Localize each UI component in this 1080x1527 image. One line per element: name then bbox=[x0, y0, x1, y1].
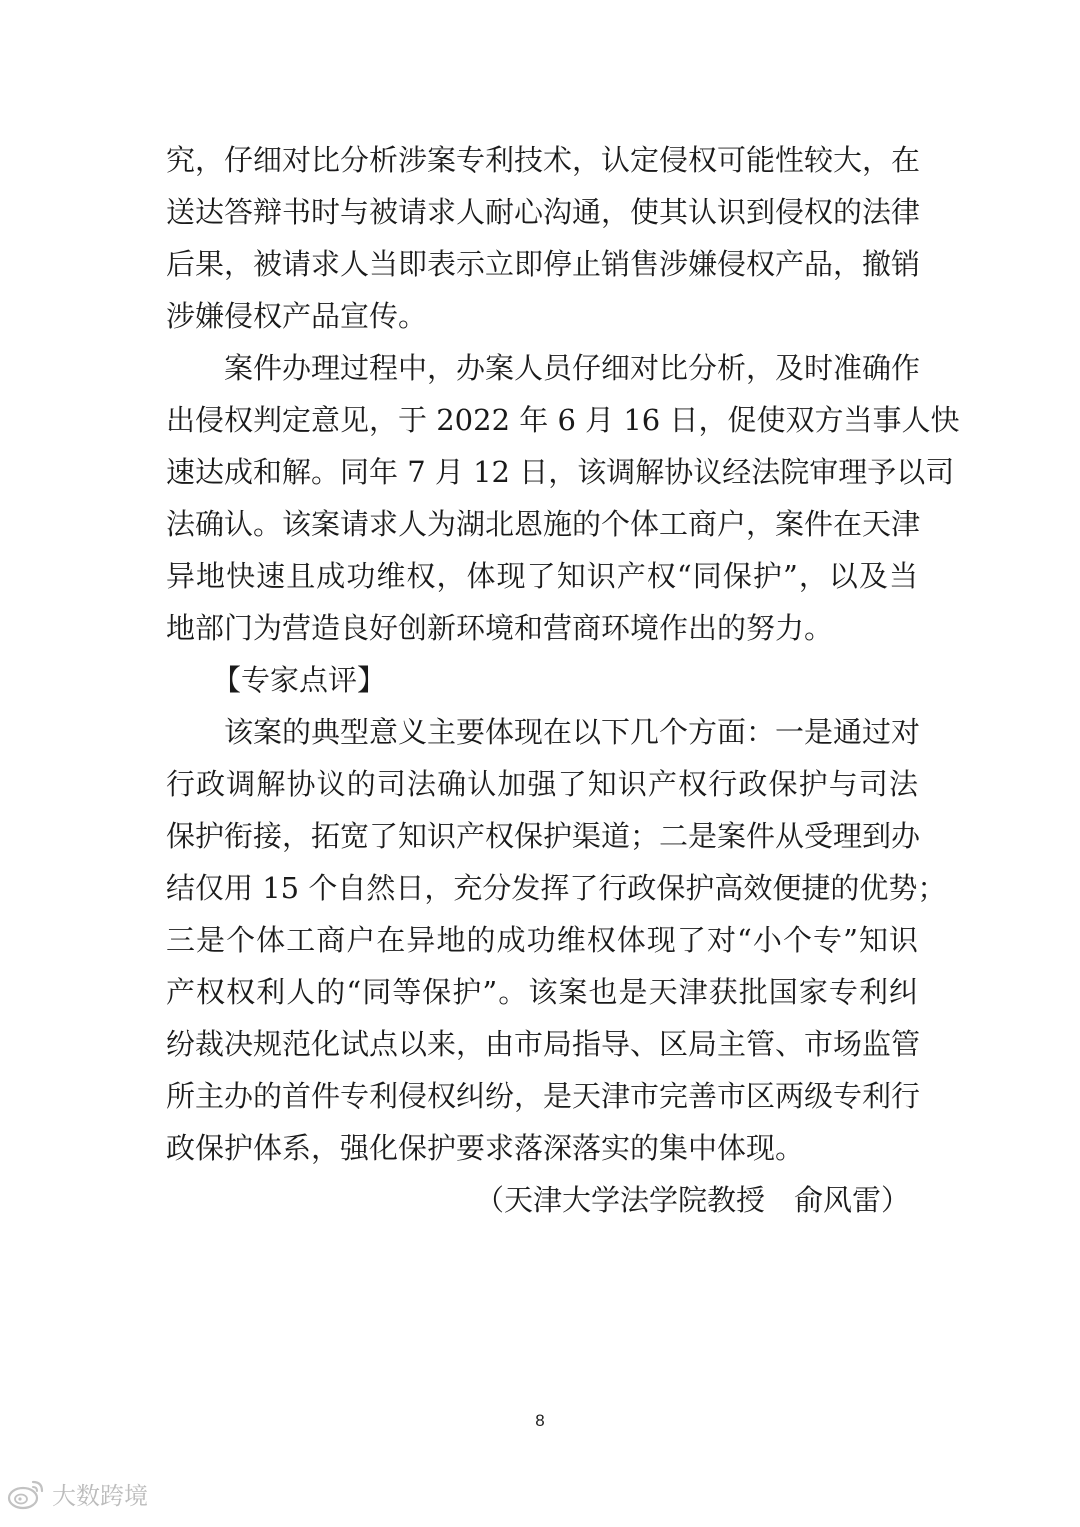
text-line: 出侵权判定意见，于 2022 年 6 月 16 日，促使双方当事人快 bbox=[166, 403, 960, 437]
text-line: 后果，被请求人当即表示立即停止销售涉嫌侵权产品，撤销 bbox=[166, 247, 921, 281]
text-line: 涉嫌侵权产品宣传。 bbox=[166, 299, 428, 333]
text-line: 异地快速且成功维权，体现了知识产权“同保护”，以及当 bbox=[166, 559, 918, 593]
section-heading: 【专家点评】 bbox=[212, 663, 387, 697]
text-line: 行政调解协议的司法确认加强了知识产权行政保护与司法 bbox=[166, 767, 918, 801]
text-line: 究，仔细对比分析涉案专利技术，认定侵权可能性较大，在 bbox=[166, 143, 921, 177]
text-line: 所主办的首件专利侵权纠纷，是天津市完善市区两级专利行 bbox=[166, 1079, 921, 1113]
text-line: 结仅用 15 个自然日，充分发挥了行政保护高效便捷的优势； bbox=[166, 871, 947, 905]
text-line: 该案的典型意义主要体现在以下几个方面：一是通过对 bbox=[224, 715, 921, 749]
text-line: 保护衔接，拓宽了知识产权保护渠道；二是案件从受理到办 bbox=[166, 819, 921, 853]
attribution bbox=[166, 1174, 918, 1226]
text-line: 送达答辩书时与被请求人耐心沟通，使其认识到侵权的法律 bbox=[166, 195, 921, 229]
text-line: 三是个体工商户在异地的成功维权体现了对“小个专”知识 bbox=[166, 923, 918, 957]
document-body bbox=[166, 134, 960, 1226]
paragraph-2 bbox=[166, 342, 960, 654]
author-attribution: （天津大学法学院教授 俞风雷） bbox=[474, 1183, 910, 1217]
text-line: 纷裁决规范化试点以来，由市局指导、区局主管、市场监管 bbox=[166, 1027, 921, 1061]
text-line: 案件办理过程中，办案人员仔细对比分析，及时准确作 bbox=[224, 351, 921, 385]
watermark-text: 大数跨境 bbox=[52, 1482, 148, 1510]
paragraph-3 bbox=[166, 706, 947, 1174]
text-line: 地部门为营造良好创新环境和营商环境作出的努力。 bbox=[166, 611, 834, 645]
watermark bbox=[6, 1476, 148, 1511]
paragraph-1 bbox=[166, 134, 921, 342]
text-line: 法确认。该案请求人为湖北恩施的个体工商户，案件在天津 bbox=[166, 507, 921, 541]
text-line: 速达成和解。同年 7 月 12 日，该调解协议经法院审理予以司 bbox=[166, 455, 955, 489]
text-line: 产权权利人的“同等保护”。该案也是天津获批国家专利纠 bbox=[166, 975, 918, 1009]
expert-comment-heading bbox=[166, 654, 918, 706]
text-line: 政保护体系，强化保护要求落深落实的集中体现。 bbox=[166, 1131, 805, 1165]
page-number: 8 bbox=[535, 1411, 545, 1430]
weibo-logo-icon bbox=[6, 1478, 46, 1510]
